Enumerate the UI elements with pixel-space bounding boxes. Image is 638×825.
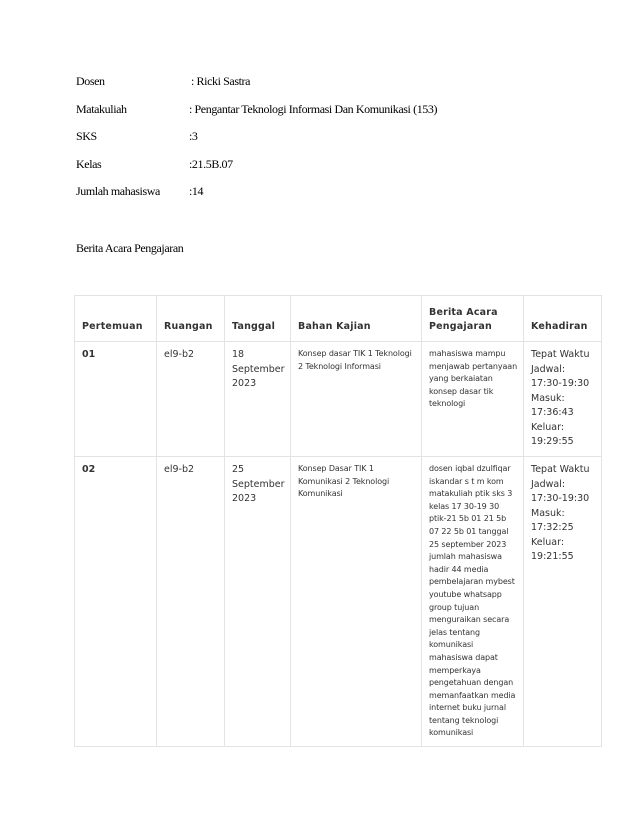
header-pertemuan: Pertemuan bbox=[75, 296, 157, 342]
info-label: Matakuliah bbox=[76, 101, 127, 116]
kehadiran-keluar: Keluar: 19:29:55 bbox=[531, 421, 574, 447]
header-bahan-kajian: Bahan Kajian bbox=[291, 296, 422, 342]
cell-berita-acara: mahasiswa mampu menjawab pertanyaan yang berkaiatan konsep dasar tik teknologi bbox=[422, 342, 524, 457]
kehadiran-masuk: Masuk: 17:32:25 bbox=[531, 507, 574, 533]
kehadiran-masuk: Masuk: 17:36:43 bbox=[531, 392, 574, 418]
kehadiran-jadwal: Jadwal: 17:30-19:30 bbox=[531, 478, 590, 504]
info-value: :3 bbox=[189, 129, 198, 143]
info-label: Kelas bbox=[76, 156, 102, 171]
table-row bbox=[75, 342, 602, 457]
info-value: : Ricki Sastra bbox=[191, 74, 251, 88]
cell-bahan-kajian: Konsep Dasar TIK 1 Komunikasi 2 Teknologi Komunikasi bbox=[291, 457, 422, 747]
section-title: Berita Acara Pengajaran bbox=[76, 241, 184, 255]
kehadiran-keluar: Keluar: 19:21:55 bbox=[531, 536, 574, 562]
cell-ruangan: el9-b2 bbox=[157, 342, 225, 457]
kehadiran-jadwal: Jadwal: 17:30-19:30 bbox=[531, 363, 590, 389]
cell-tanggal: 25 September 2023 bbox=[225, 457, 291, 747]
info-label: SKS bbox=[76, 129, 97, 143]
info-label: Jumlah mahasiswa bbox=[76, 184, 160, 198]
cell-berita-acara: dosen iqbal dzulfiqar iskandar s t m kom matakuliah ptik sks 3 kelas 17 30-19 30 ptik-21 5b 01 21 5b 07 22 5b 01 tanggal 25 september 2023 jumlah mahasiswa hadir 44 media pembelajaran mybest youtube whatsapp group tujuan menguraikan secara jelas tentang komunikasi mahasiswa dapat memperkaya pengetahuan dengan memanfaatkan media internet buku jurnal tentang teknologi komunikasi bbox=[422, 457, 524, 747]
header-tanggal: Tanggal bbox=[225, 296, 291, 342]
info-label: Dosen bbox=[76, 74, 105, 88]
header-berita-acara: Berita Acara Pengajaran bbox=[422, 296, 524, 342]
cell-ruangan: el9-b2 bbox=[157, 457, 225, 747]
header-ruangan: Ruangan bbox=[157, 296, 225, 342]
table-header-row bbox=[75, 296, 602, 342]
info-value: :14 bbox=[189, 184, 204, 198]
cell-kehadiran bbox=[524, 342, 602, 457]
cell-bahan-kajian: Konsep dasar TIK 1 Teknologi 2 Teknologi Informasi bbox=[291, 342, 422, 457]
kehadiran-status: Tepat Waktu bbox=[531, 349, 590, 360]
cell-pertemuan: 01 bbox=[75, 342, 157, 457]
table-row bbox=[75, 457, 602, 747]
kehadiran-status: Tepat Waktu bbox=[531, 464, 590, 475]
info-value: :21.5B.07 bbox=[189, 156, 233, 171]
header-kehadiran: Kehadiran bbox=[524, 296, 602, 342]
cell-tanggal: 18 September 2023 bbox=[225, 342, 291, 457]
cell-kehadiran bbox=[524, 457, 602, 747]
info-value: : Pengantar Teknologi Informasi Dan Komunikasi (153) bbox=[189, 101, 438, 116]
teaching-record-table bbox=[74, 295, 602, 747]
cell-pertemuan: 02 bbox=[75, 457, 157, 747]
